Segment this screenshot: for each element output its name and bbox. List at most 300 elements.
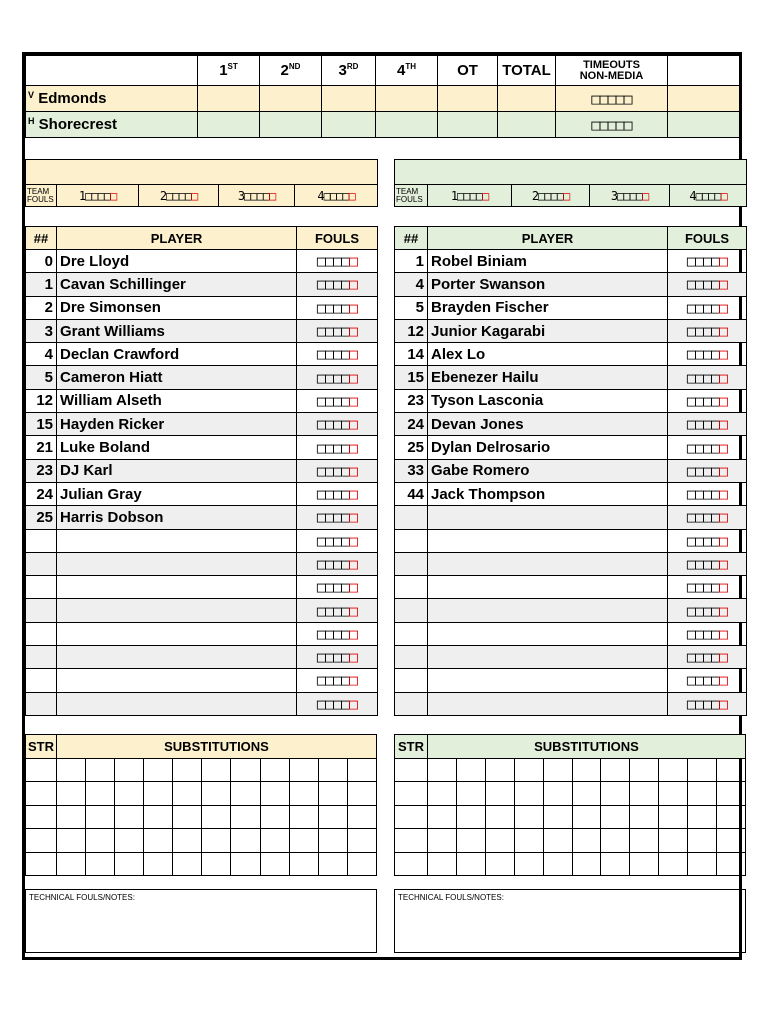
substitution-cell[interactable] — [428, 805, 457, 829]
roster-row — [395, 366, 747, 389]
player-number[interactable] — [395, 622, 428, 645]
substitution-cell[interactable] — [688, 782, 717, 806]
substitution-cell[interactable] — [144, 829, 173, 853]
substitution-cell[interactable] — [514, 852, 543, 876]
substitution-cell[interactable] — [173, 852, 202, 876]
player-foul-boxes[interactable]: □□□□□ — [668, 436, 747, 459]
substitution-cell[interactable] — [601, 829, 630, 853]
roster-row — [26, 599, 378, 622]
substitution-cell[interactable] — [659, 758, 688, 782]
substitution-cell[interactable] — [318, 805, 347, 829]
player-number[interactable]: 33 — [395, 459, 428, 482]
visitor-q3-team-fouls[interactable]: 3□□□□□ — [219, 185, 295, 207]
player-foul-boxes[interactable]: □□□□□ — [668, 552, 747, 575]
home-total-score[interactable] — [498, 112, 556, 138]
player-number[interactable] — [395, 599, 428, 622]
player-foul-boxes[interactable]: □□□□□ — [668, 529, 747, 552]
player-foul-boxes[interactable]: □□□□□ — [668, 413, 747, 436]
player-foul-boxes[interactable]: □□□□□ — [668, 459, 747, 482]
player-name[interactable] — [428, 552, 668, 575]
player-name[interactable]: Dylan Delrosario — [428, 436, 668, 459]
player-name[interactable]: Declan Crawford — [57, 343, 297, 366]
roster-row — [395, 506, 747, 529]
substitution-cell[interactable] — [260, 852, 289, 876]
player-foul-boxes[interactable]: □□□□□ — [297, 622, 378, 645]
visitor-q2-score[interactable] — [260, 86, 322, 112]
player-name[interactable]: Alex Lo — [428, 343, 668, 366]
substitution-cell[interactable] — [144, 758, 173, 782]
player-number[interactable] — [395, 529, 428, 552]
visitor-notes-box[interactable] — [25, 889, 377, 953]
player-number[interactable]: 5 — [395, 296, 428, 319]
roster-row — [395, 343, 747, 366]
player-foul-boxes[interactable]: □□□□□ — [668, 296, 747, 319]
substitution-cell[interactable] — [231, 829, 260, 853]
substitution-cell[interactable] — [57, 782, 86, 806]
player-name[interactable] — [428, 646, 668, 669]
player-foul-boxes[interactable]: □□□□□ — [297, 389, 378, 412]
substitution-cell[interactable] — [202, 852, 231, 876]
home-q1-score[interactable] — [198, 112, 260, 138]
home-q1-team-fouls[interactable]: 1□□□□□ — [428, 185, 512, 207]
substitution-cell[interactable] — [115, 758, 144, 782]
player-name[interactable]: Cavan Schillinger — [57, 273, 297, 296]
player-foul-boxes[interactable]: □□□□□ — [668, 343, 747, 366]
substitution-cell[interactable] — [289, 758, 318, 782]
home-q4-team-fouls[interactable]: 4□□□□□ — [670, 185, 747, 207]
substitution-cell[interactable] — [601, 805, 630, 829]
substitution-cell[interactable] — [57, 805, 86, 829]
home-q4-score[interactable] — [376, 112, 438, 138]
substitution-cell[interactable] — [202, 829, 231, 853]
substitution-cell[interactable] — [202, 805, 231, 829]
player-name[interactable] — [428, 669, 668, 692]
home-substitutions-table — [394, 734, 746, 876]
player-number[interactable] — [26, 669, 57, 692]
player-name[interactable] — [57, 646, 297, 669]
player-number[interactable]: 15 — [395, 366, 428, 389]
player-name[interactable]: Junior Kagarabi — [428, 319, 668, 342]
player-name[interactable]: Gabe Romero — [428, 459, 668, 482]
substitution-cell[interactable] — [289, 805, 318, 829]
substitution-cell[interactable] — [659, 782, 688, 806]
substitution-cell[interactable] — [86, 852, 115, 876]
substitution-cell[interactable] — [86, 829, 115, 853]
substitution-cell[interactable] — [514, 805, 543, 829]
substitution-cell[interactable] — [231, 782, 260, 806]
starter-cell[interactable] — [26, 758, 57, 782]
player-number[interactable]: 24 — [395, 413, 428, 436]
player-foul-boxes[interactable]: □□□□□ — [668, 669, 747, 692]
substitution-cell[interactable] — [428, 782, 457, 806]
substitution-cell[interactable] — [630, 829, 659, 853]
substitution-cell[interactable] — [485, 758, 514, 782]
substitution-cell[interactable] — [456, 758, 485, 782]
player-foul-boxes[interactable]: □□□□□ — [297, 552, 378, 575]
substitution-cell[interactable] — [289, 782, 318, 806]
player-name[interactable]: Luke Boland — [57, 436, 297, 459]
player-foul-boxes[interactable]: □□□□□ — [297, 296, 378, 319]
player-number[interactable] — [26, 529, 57, 552]
substitution-cell[interactable] — [318, 782, 347, 806]
player-name[interactable] — [428, 622, 668, 645]
roster-row — [395, 319, 747, 342]
player-name[interactable] — [428, 529, 668, 552]
player-number[interactable] — [26, 599, 57, 622]
substitution-cell[interactable] — [173, 758, 202, 782]
starter-cell[interactable] — [26, 782, 57, 806]
substitution-cell[interactable] — [717, 829, 746, 853]
player-foul-boxes[interactable]: □□□□□ — [668, 506, 747, 529]
visitor-substitutions-table — [25, 734, 377, 876]
player-number[interactable] — [26, 646, 57, 669]
roster-row — [26, 436, 378, 459]
roster-row — [26, 506, 378, 529]
player-name[interactable] — [57, 529, 297, 552]
substitution-cell[interactable] — [173, 782, 202, 806]
substitution-cell[interactable] — [318, 758, 347, 782]
player-foul-boxes[interactable]: □□□□□ — [668, 366, 747, 389]
home-tag: H — [28, 116, 35, 126]
substitution-cell[interactable] — [601, 852, 630, 876]
substitution-cell[interactable] — [428, 852, 457, 876]
player-foul-boxes[interactable]: □□□□□ — [668, 389, 747, 412]
substitution-cell[interactable] — [717, 758, 746, 782]
player-name[interactable]: Julian Gray — [57, 482, 297, 505]
starter-cell[interactable] — [26, 805, 57, 829]
substitution-cell[interactable] — [86, 782, 115, 806]
player-foul-boxes[interactable]: □□□□□ — [297, 646, 378, 669]
player-number[interactable]: 12 — [26, 389, 57, 412]
substitution-cell[interactable] — [173, 805, 202, 829]
substitution-cell[interactable] — [231, 852, 260, 876]
player-foul-boxes[interactable]: □□□□□ — [297, 250, 378, 273]
visitor-q2-team-fouls[interactable]: 2□□□□□ — [139, 185, 219, 207]
player-foul-boxes[interactable]: □□□□□ — [297, 459, 378, 482]
substitution-cell[interactable] — [57, 758, 86, 782]
player-name[interactable]: DJ Karl — [57, 459, 297, 482]
player-number[interactable]: 12 — [395, 319, 428, 342]
player-number[interactable]: 25 — [26, 506, 57, 529]
player-name[interactable]: Harris Dobson — [57, 506, 297, 529]
substitution-cell[interactable] — [260, 758, 289, 782]
home-notes-box[interactable] — [394, 889, 746, 953]
player-name[interactable] — [57, 599, 297, 622]
substitution-cell[interactable] — [456, 805, 485, 829]
substitution-cell[interactable] — [572, 852, 601, 876]
player-name[interactable] — [57, 692, 297, 715]
substitution-cell[interactable] — [347, 829, 376, 853]
player-name[interactable]: Robel Biniam — [428, 250, 668, 273]
substitution-cell[interactable] — [485, 782, 514, 806]
substitution-cell[interactable] — [572, 782, 601, 806]
player-foul-boxes[interactable]: □□□□□ — [297, 366, 378, 389]
visitor-q4-score[interactable] — [376, 86, 438, 112]
substitution-cell[interactable] — [231, 805, 260, 829]
player-number[interactable]: 3 — [26, 319, 57, 342]
player-foul-boxes[interactable]: □□□□□ — [297, 436, 378, 459]
player-number[interactable]: 0 — [26, 250, 57, 273]
player-number[interactable] — [26, 622, 57, 645]
player-foul-boxes[interactable]: □□□□□ — [297, 669, 378, 692]
substitution-cell[interactable] — [688, 829, 717, 853]
player-name[interactable] — [57, 576, 297, 599]
str-header: STR — [26, 735, 57, 759]
starter-cell[interactable] — [26, 829, 57, 853]
fouls-header: FOULS — [297, 227, 378, 250]
player-name[interactable]: Ebenezer Hailu — [428, 366, 668, 389]
substitution-cell[interactable] — [630, 852, 659, 876]
substitution-cell[interactable] — [202, 782, 231, 806]
substitution-cell[interactable] — [318, 852, 347, 876]
player-name[interactable]: Cameron Hiatt — [57, 366, 297, 389]
player-name[interactable]: Devan Jones — [428, 413, 668, 436]
substitution-cell[interactable] — [659, 829, 688, 853]
player-name[interactable]: Brayden Fischer — [428, 296, 668, 319]
player-foul-boxes[interactable]: □□□□□ — [668, 273, 747, 296]
player-name[interactable] — [428, 506, 668, 529]
substitution-cell[interactable] — [659, 852, 688, 876]
substitution-cell[interactable] — [173, 829, 202, 853]
substitution-cell[interactable] — [717, 805, 746, 829]
period-1-header: 1ST — [198, 56, 260, 86]
starter-cell[interactable] — [395, 758, 428, 782]
player-number[interactable]: 1 — [26, 273, 57, 296]
home-ot-score[interactable] — [438, 112, 498, 138]
player-name[interactable]: Dre Simonsen — [57, 296, 297, 319]
substitution-row — [26, 829, 377, 853]
substitution-cell[interactable] — [318, 829, 347, 853]
starter-cell[interactable] — [395, 852, 428, 876]
substitution-cell[interactable] — [717, 782, 746, 806]
player-number[interactable]: 44 — [395, 482, 428, 505]
player-name[interactable] — [428, 576, 668, 599]
player-foul-boxes[interactable]: □□□□□ — [668, 646, 747, 669]
substitution-cell[interactable] — [347, 805, 376, 829]
substitution-cell[interactable] — [485, 829, 514, 853]
player-number[interactable]: 1 — [395, 250, 428, 273]
player-foul-boxes[interactable]: □□□□□ — [297, 599, 378, 622]
substitution-cell[interactable] — [428, 758, 457, 782]
visitor-q1-score[interactable] — [198, 86, 260, 112]
substitution-cell[interactable] — [86, 758, 115, 782]
notes-label: TECHNICAL FOULS/NOTES: — [398, 893, 504, 902]
substitution-cell[interactable] — [630, 805, 659, 829]
player-number[interactable]: 23 — [26, 459, 57, 482]
substitution-cell[interactable] — [86, 805, 115, 829]
player-number[interactable] — [395, 576, 428, 599]
substitution-cell[interactable] — [514, 782, 543, 806]
substitution-cell[interactable] — [485, 805, 514, 829]
substitution-cell[interactable] — [231, 758, 260, 782]
player-foul-boxes[interactable]: □□□□□ — [297, 506, 378, 529]
player-number[interactable]: 2 — [26, 296, 57, 319]
substitution-cell[interactable] — [572, 758, 601, 782]
player-foul-boxes[interactable]: □□□□□ — [297, 692, 378, 715]
player-number[interactable] — [395, 669, 428, 692]
home-q2-team-fouls[interactable]: 2□□□□□ — [512, 185, 590, 207]
substitution-cell[interactable] — [485, 852, 514, 876]
player-foul-boxes[interactable]: □□□□□ — [668, 482, 747, 505]
substitution-cell[interactable] — [543, 758, 572, 782]
roster-row — [26, 319, 378, 342]
period-2-header: 2ND — [260, 56, 322, 86]
home-q3-team-fouls[interactable]: 3□□□□□ — [590, 185, 670, 207]
num-header: ## — [395, 227, 428, 250]
substitution-cell[interactable] — [659, 805, 688, 829]
player-foul-boxes[interactable]: □□□□□ — [297, 343, 378, 366]
player-number[interactable] — [26, 692, 57, 715]
substitution-cell[interactable] — [630, 782, 659, 806]
visitor-q1-team-fouls[interactable]: 1□□□□□ — [57, 185, 139, 207]
notes-label: TECHNICAL FOULS/NOTES: — [29, 893, 135, 902]
starter-cell[interactable] — [395, 805, 428, 829]
starter-cell[interactable] — [395, 829, 428, 853]
substitution-cell[interactable] — [601, 758, 630, 782]
player-number[interactable]: 4 — [26, 343, 57, 366]
player-foul-boxes[interactable]: □□□□□ — [668, 250, 747, 273]
visitor-timeout-boxes[interactable]: □□□□□ — [556, 86, 668, 112]
substitution-row — [26, 758, 377, 782]
substitution-cell[interactable] — [543, 782, 572, 806]
player-name[interactable]: Tyson Lasconia — [428, 389, 668, 412]
substitution-cell[interactable] — [456, 852, 485, 876]
player-foul-boxes[interactable]: □□□□□ — [297, 319, 378, 342]
player-name[interactable]: Porter Swanson — [428, 273, 668, 296]
player-number[interactable] — [395, 692, 428, 715]
substitution-cell[interactable] — [115, 852, 144, 876]
substitution-cell[interactable] — [115, 782, 144, 806]
substitution-cell[interactable] — [688, 852, 717, 876]
roster-row — [26, 366, 378, 389]
player-number[interactable]: 5 — [26, 366, 57, 389]
player-name[interactable] — [57, 622, 297, 645]
substitution-cell[interactable] — [202, 758, 231, 782]
timeouts-header: TIMEOUTS NON-MEDIA — [556, 56, 668, 86]
player-name[interactable] — [428, 692, 668, 715]
substitution-cell[interactable] — [630, 758, 659, 782]
substitution-cell[interactable] — [514, 829, 543, 853]
substitution-cell[interactable] — [260, 829, 289, 853]
substitution-cell[interactable] — [601, 782, 630, 806]
substitution-cell[interactable] — [260, 805, 289, 829]
player-name[interactable]: Grant Williams — [57, 319, 297, 342]
player-number[interactable] — [26, 576, 57, 599]
substitution-cell[interactable] — [347, 782, 376, 806]
player-number[interactable] — [395, 646, 428, 669]
substitution-cell[interactable] — [289, 829, 318, 853]
roster-row — [26, 389, 378, 412]
home-timeout-boxes[interactable]: □□□□□ — [556, 112, 668, 138]
substitution-cell[interactable] — [456, 829, 485, 853]
num-header: ## — [26, 227, 57, 250]
substitution-cell[interactable] — [289, 852, 318, 876]
home-q2-score[interactable] — [260, 112, 322, 138]
roster-row — [395, 622, 747, 645]
player-foul-boxes[interactable]: □□□□□ — [668, 319, 747, 342]
player-foul-boxes[interactable]: □□□□□ — [297, 482, 378, 505]
substitution-cell[interactable] — [543, 852, 572, 876]
substitution-cell[interactable] — [688, 805, 717, 829]
player-number[interactable]: 21 — [26, 436, 57, 459]
player-foul-boxes[interactable]: □□□□□ — [297, 529, 378, 552]
player-number[interactable] — [395, 506, 428, 529]
roster-row — [26, 296, 378, 319]
player-foul-boxes[interactable]: □□□□□ — [668, 692, 747, 715]
visitor-tag: V — [28, 90, 35, 100]
substitution-cell[interactable] — [260, 782, 289, 806]
starter-cell[interactable] — [395, 782, 428, 806]
player-number[interactable]: 14 — [395, 343, 428, 366]
player-foul-boxes[interactable]: □□□□□ — [668, 599, 747, 622]
player-name[interactable]: Hayden Ricker — [57, 413, 297, 436]
visitor-team-bar — [26, 160, 378, 185]
player-number[interactable]: 4 — [395, 273, 428, 296]
substitution-cell[interactable] — [115, 829, 144, 853]
player-number[interactable] — [26, 552, 57, 575]
total-header: TOTAL — [498, 56, 556, 86]
player-foul-boxes[interactable]: □□□□□ — [668, 576, 747, 599]
substitution-cell[interactable] — [688, 758, 717, 782]
substitution-cell[interactable] — [543, 829, 572, 853]
player-foul-boxes[interactable]: □□□□□ — [297, 413, 378, 436]
substitution-cell[interactable] — [144, 805, 173, 829]
visitor-q3-score[interactable] — [322, 86, 376, 112]
substitution-cell[interactable] — [543, 805, 572, 829]
player-name[interactable]: William Alseth — [57, 389, 297, 412]
substitution-cell[interactable] — [57, 829, 86, 853]
player-number[interactable] — [395, 552, 428, 575]
home-q3-score[interactable] — [322, 112, 376, 138]
substitution-cell[interactable] — [717, 852, 746, 876]
visitor-ot-score[interactable] — [438, 86, 498, 112]
substitution-cell[interactable] — [144, 852, 173, 876]
substitution-cell[interactable] — [347, 852, 376, 876]
player-foul-boxes[interactable]: □□□□□ — [668, 622, 747, 645]
player-name[interactable]: Dre Lloyd — [57, 250, 297, 273]
roster-row — [26, 692, 378, 715]
player-number[interactable]: 15 — [26, 413, 57, 436]
visitor-q4-team-fouls[interactable]: 4□□□□□ — [295, 185, 378, 207]
roster-row — [395, 459, 747, 482]
visitor-total-score[interactable] — [498, 86, 556, 112]
player-name[interactable] — [57, 552, 297, 575]
substitution-cell[interactable] — [144, 782, 173, 806]
substitution-cell[interactable] — [115, 805, 144, 829]
player-foul-boxes[interactable]: □□□□□ — [297, 273, 378, 296]
roster-row — [395, 250, 747, 273]
player-name[interactable] — [57, 669, 297, 692]
roster-row — [26, 273, 378, 296]
player-name[interactable]: Jack Thompson — [428, 482, 668, 505]
visitor-team-fouls — [25, 159, 378, 207]
player-number[interactable]: 24 — [26, 482, 57, 505]
player-foul-boxes[interactable]: □□□□□ — [297, 576, 378, 599]
substitution-cell[interactable] — [572, 829, 601, 853]
substitution-cell[interactable] — [347, 758, 376, 782]
substitution-row — [395, 852, 746, 876]
substitution-cell[interactable] — [428, 829, 457, 853]
player-name[interactable] — [428, 599, 668, 622]
substitution-cell[interactable] — [57, 852, 86, 876]
substitution-cell[interactable] — [514, 758, 543, 782]
player-number[interactable]: 23 — [395, 389, 428, 412]
substitution-cell[interactable] — [572, 805, 601, 829]
ot-header: OT — [438, 56, 498, 86]
player-number[interactable]: 25 — [395, 436, 428, 459]
substitution-cell[interactable] — [456, 782, 485, 806]
starter-cell[interactable] — [26, 852, 57, 876]
